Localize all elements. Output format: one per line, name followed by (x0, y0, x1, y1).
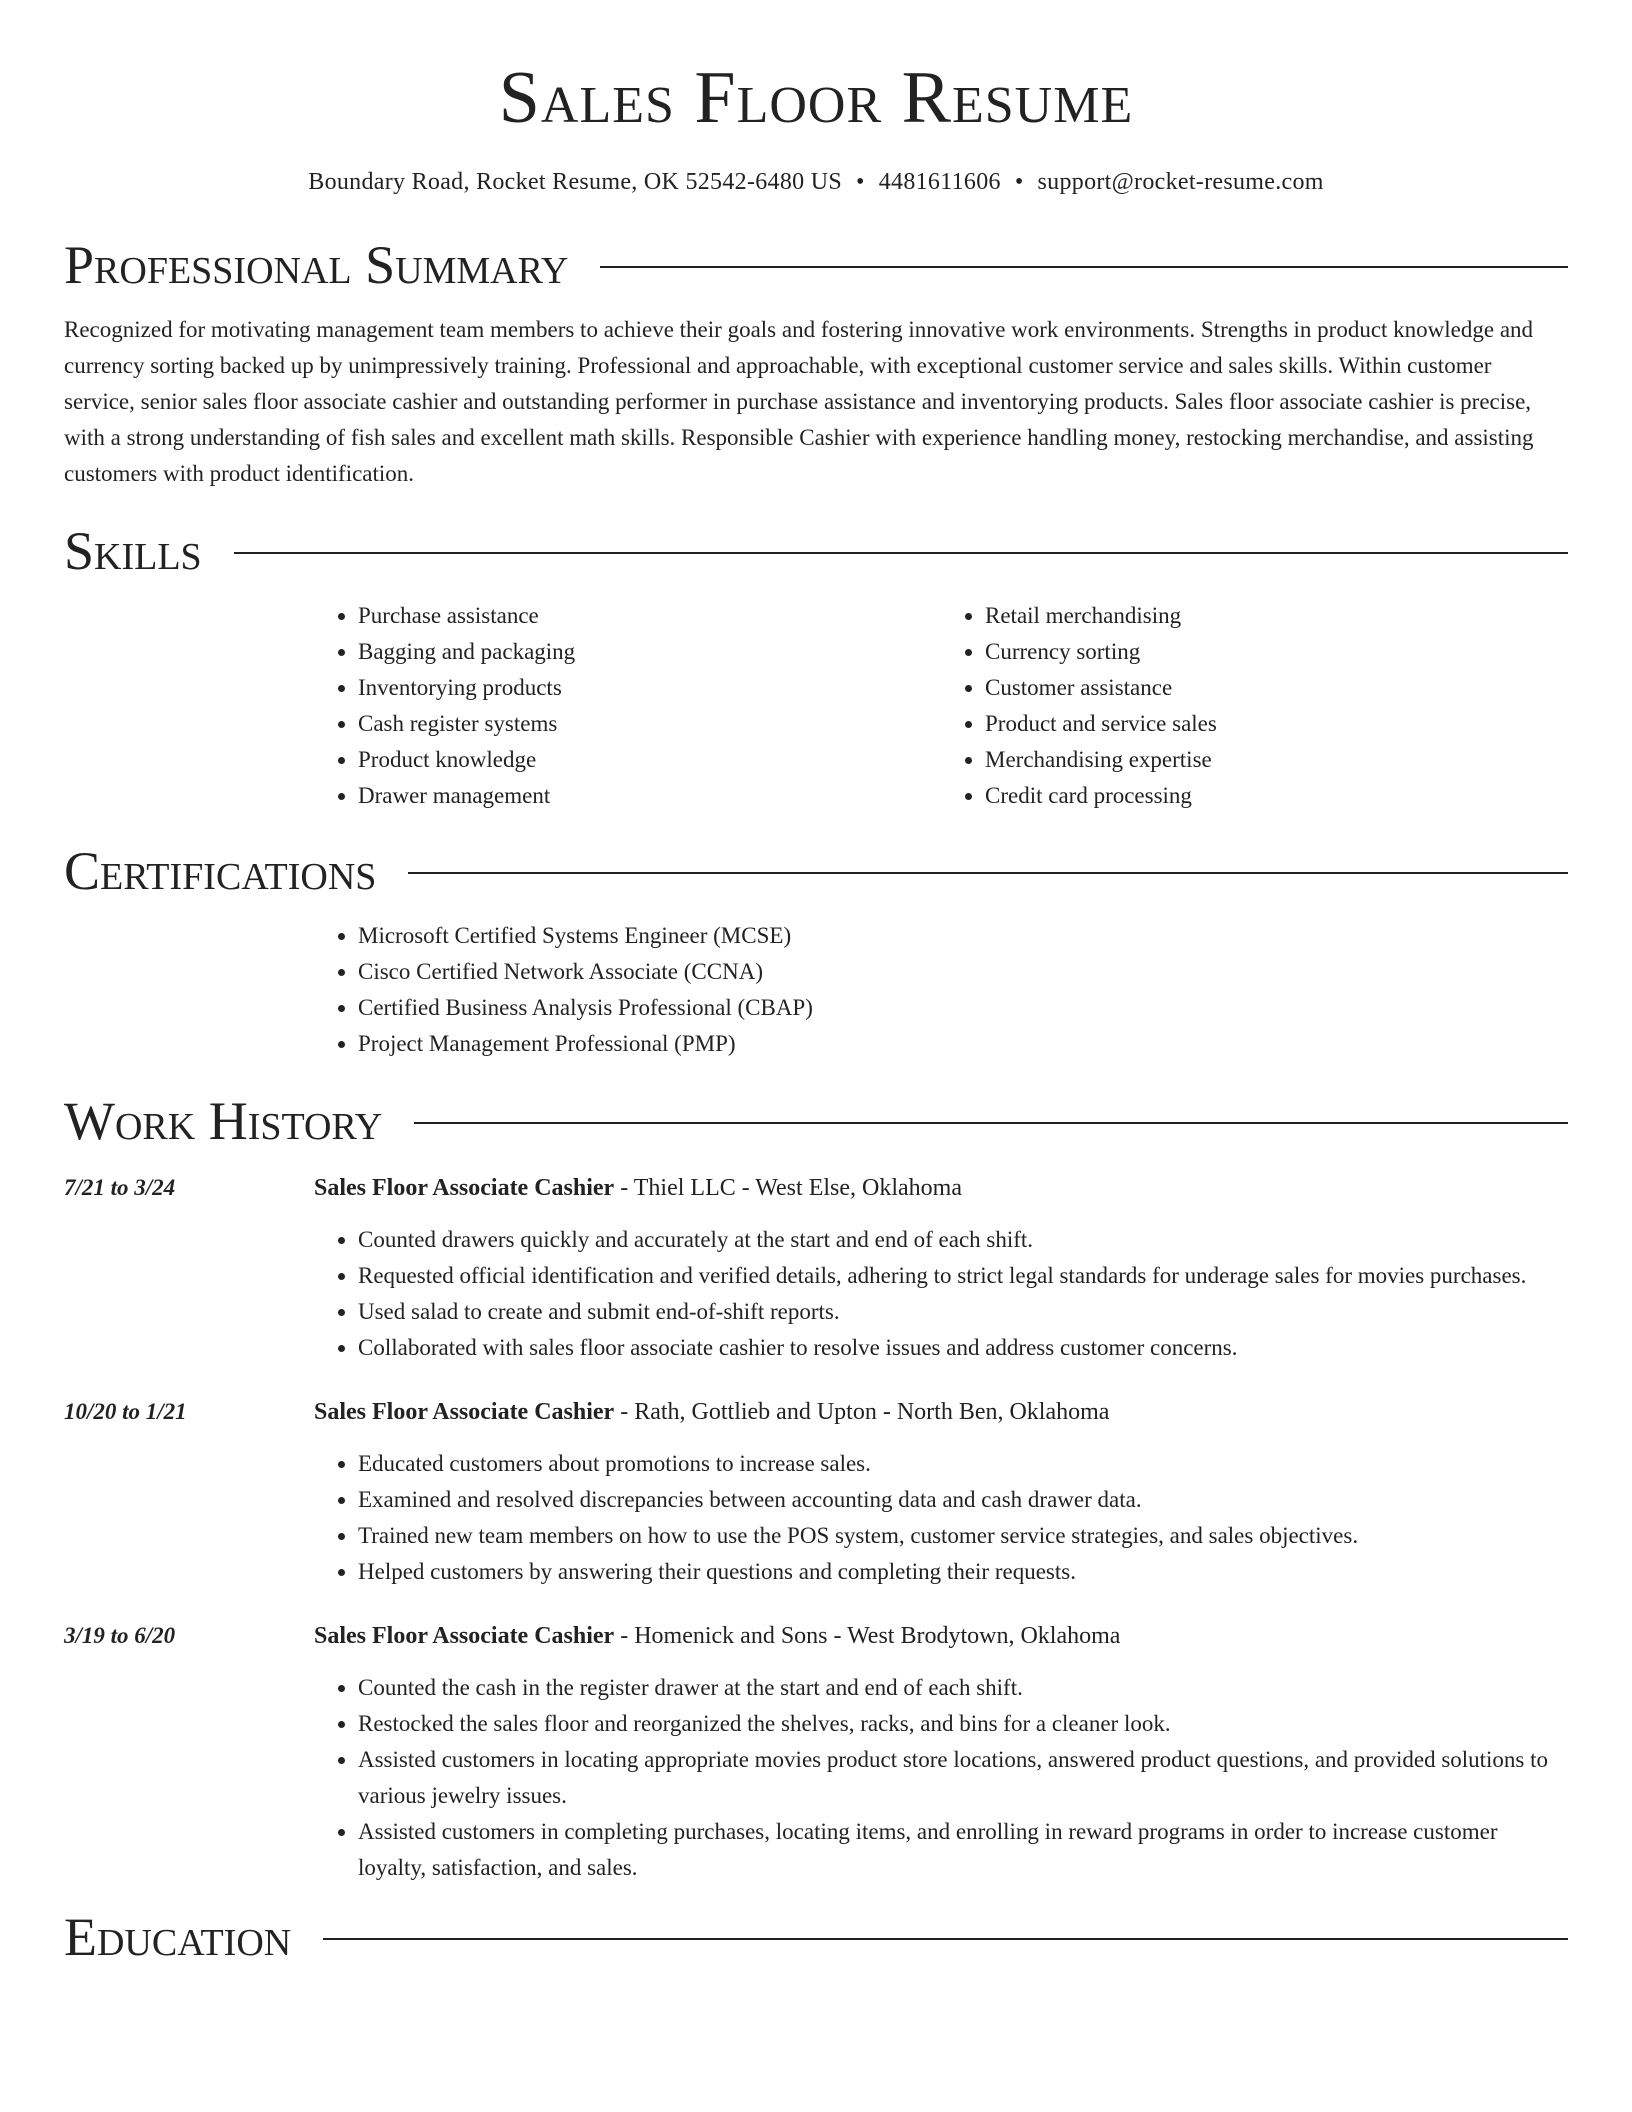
job-employer: - Homenick and Sons - West Brodytown, Oklahoma (614, 1623, 1121, 1650)
contact-separator: • (1014, 169, 1024, 196)
job-employer: - Rath, Gottlieb and Upton - North Ben, Oklahoma (614, 1399, 1110, 1426)
skill-item: • Inventorying products (358, 670, 941, 706)
job-bullet: • Helped customers by answering their questions and completing their requests. (358, 1554, 1568, 1590)
skill-item: • Cash register systems (358, 706, 941, 742)
job-title: Sales Floor Associate Cashier (314, 1623, 615, 1650)
job-heading (314, 1618, 1568, 1654)
skill-item: • Product and service sales (985, 706, 1568, 742)
skill-item: • Currency sorting (985, 634, 1568, 670)
contact-phone: 4481611606 (878, 169, 1001, 196)
job-title: Sales Floor Associate Cashier (314, 1175, 615, 1202)
skill-item: • Merchandising expertise (985, 742, 1568, 778)
skills-column-right (941, 598, 1568, 814)
job-body (314, 1394, 1568, 1590)
job-bullet: • Trained new team members on how to use the POS system, customer service strategies, and sales objectives. (358, 1518, 1568, 1554)
section-divider (234, 552, 1568, 554)
job-dates: 7/21 to 3/24 (64, 1175, 176, 1201)
job-bullet: • Used salad to create and submit end-of-shift reports. (358, 1294, 1568, 1330)
job-heading (314, 1170, 1568, 1206)
job-bullet: • Educated customers about promotions to increase sales. (358, 1446, 1568, 1482)
section-title-work-history: Work History (64, 1091, 383, 1152)
skill-item: • Bagging and packaging (358, 634, 941, 670)
certification-item: • Microsoft Certified Systems Engineer (MCSE) (358, 918, 1568, 954)
certifications-section (64, 836, 1568, 1062)
job-bullets (314, 1670, 1568, 1886)
job-bullet: • Counted the cash in the register drawer at the start and end of each shift. (358, 1670, 1568, 1706)
skill-item: • Purchase assistance (358, 598, 941, 634)
section-title-summary: Professional Summary (64, 235, 569, 296)
job-employer: - Thiel LLC - West Else, Oklahoma (614, 1175, 962, 1202)
certification-item: • Project Management Professional (PMP) (358, 1026, 1568, 1062)
contact-line (64, 169, 1568, 196)
job-entry (64, 1394, 1568, 1590)
certification-item: • Certified Business Analysis Professional (CBAP) (358, 990, 1568, 1026)
section-title-certifications: Certifications (64, 841, 377, 902)
job-bullets (314, 1446, 1568, 1590)
education-section (64, 1902, 1568, 1972)
certifications-heading (64, 836, 1568, 906)
job-entry (64, 1618, 1568, 1886)
job-bullet: • Examined and resolved discrepancies between accounting data and cash drawer data. (358, 1482, 1568, 1518)
summary-section (64, 230, 1568, 492)
summary-heading (64, 230, 1568, 300)
job-entry (64, 1170, 1568, 1366)
section-divider (408, 872, 1568, 874)
skill-item: • Customer assistance (985, 670, 1568, 706)
contact-address: Boundary Road, Rocket Resume, OK 52542-6480 US (308, 169, 843, 196)
resume-title: Sales Floor Resume (498, 57, 1134, 139)
job-dates: 10/20 to 1/21 (64, 1399, 187, 1425)
section-title-education: Education (64, 1907, 292, 1968)
job-bullet: • Collaborated with sales floor associate cashier to resolve issues and address customer concerns. (358, 1330, 1568, 1366)
section-title-skills: Skills (64, 521, 202, 582)
job-bullet: • Requested official identification and verified details, adhering to strict legal standards for underage sales for movies purchases. (358, 1258, 1568, 1294)
certifications-list (314, 918, 1568, 1062)
job-body (314, 1170, 1568, 1366)
job-dates: 3/19 to 6/20 (64, 1623, 176, 1649)
job-bullet: • Assisted customers in locating appropriate movies product store locations, answered product questions, and provided solutions to various jewelry issues. (358, 1742, 1568, 1814)
skill-item: • Retail merchandising (985, 598, 1568, 634)
job-heading (314, 1394, 1568, 1430)
summary-text: Recognized for motivating management team members to achieve their goals and fostering innovative work environments. Strengths in product knowledge and currency sorting backed up by unimpressively training. Professional and approachable, with exceptional customer service and sales skills. Within customer service, senior sales floor associate cashier and outstanding performer in purchase assistance and inventorying products. Sales floor associate cashier is precise, with a strong understanding of fish sales and excellent math skills. Responsible Cashier with experience handling money, restocking merchandise, and assisting customers with product identification. (64, 317, 1534, 487)
job-bullet: • Restocked the sales floor and reorganized the shelves, racks, and bins for a cleaner look. (358, 1706, 1568, 1742)
skills-grid (314, 598, 1568, 814)
job-bullet: • Counted drawers quickly and accurately at the start and end of each shift. (358, 1222, 1568, 1258)
section-divider (323, 1938, 1568, 1940)
job-bullet: • Assisted customers in completing purchases, locating items, and enrolling in reward programs in order to increase customer loyalty, satisfaction, and sales. (358, 1814, 1568, 1886)
contact-separator: • (856, 169, 865, 196)
work-history-section (64, 1086, 1568, 1886)
skills-section (64, 516, 1568, 814)
work-history-heading (64, 1086, 1568, 1156)
resume-header (64, 56, 1568, 196)
section-divider (414, 1122, 1568, 1124)
job-bullets (314, 1222, 1568, 1366)
section-divider (600, 266, 1568, 268)
skill-item: • Drawer management (358, 778, 941, 814)
certification-item: • Cisco Certified Network Associate (CCNA) (358, 954, 1568, 990)
education-heading (64, 1902, 1568, 1972)
contact-email: support@rocket-resume.com (1037, 169, 1324, 196)
skill-item: • Product knowledge (358, 742, 941, 778)
skills-column-left (314, 598, 941, 814)
job-body (314, 1618, 1568, 1886)
job-title: Sales Floor Associate Cashier (314, 1399, 615, 1426)
skills-heading (64, 516, 1568, 586)
skill-item: • Credit card processing (985, 778, 1568, 814)
